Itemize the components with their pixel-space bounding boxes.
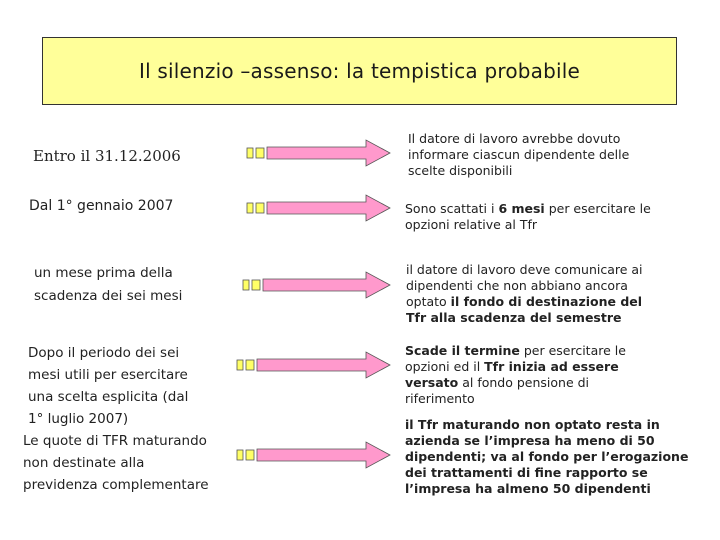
arrow-icon	[246, 193, 392, 223]
arrow-icon	[236, 350, 392, 380]
row-4-label: Dopo il periodo dei sei mesi utili per esercitare una scelta esplicita (dal 1° luglio 2007)	[28, 345, 189, 427]
arrow-icon	[236, 440, 392, 470]
row-3-label: un mese prima della scadenza dei sei mesi	[34, 265, 183, 304]
row-3-description: il datore di lavoro deve comunicare ai dipendenti che non abbiano ancora optato il fondo di destinazione del Tfr alla scadenza del semestre	[406, 262, 643, 325]
row-4-description: Scade il termine per esercitare le opzioni ed il Tfr inizia ad essere versato al fondo pensione di riferimento	[405, 343, 626, 406]
title-box	[42, 37, 677, 105]
row-5-description: il Tfr maturando non optato resta in azienda se l’impresa ha meno di 50 dipendenti; va al fondo per l’erogazione dei trattamenti di fine rapporto se l’impresa ha almeno 50 dipendenti	[405, 417, 689, 496]
row-2-label: Dal 1° gennaio 2007	[29, 198, 174, 214]
row-5-label: Le quote di TFR maturando non destinate alla previdenza complementare	[23, 433, 209, 493]
arrow-icon	[242, 270, 392, 300]
row-2-description: Sono scattati i 6 mesi per esercitare le opzioni relative al Tfr	[405, 201, 651, 232]
row-1-description: Il datore di lavoro avrebbe dovuto informare ciascun dipendente delle scelte disponibili	[408, 131, 630, 178]
row-1-label: Entro il 31.12.2006	[33, 147, 181, 165]
slide-title: Il silenzio –assenso: la tempistica probabile	[138, 59, 581, 83]
arrow-icon	[246, 138, 392, 168]
